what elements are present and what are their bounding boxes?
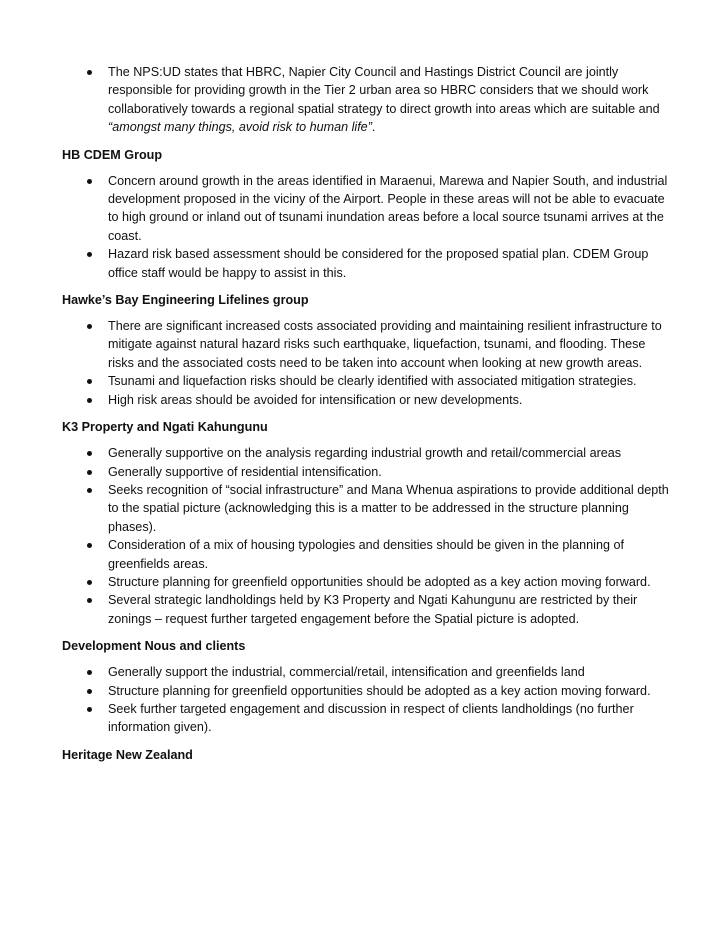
section-heading: Hawke’s Bay Engineering Lifelines group: [62, 293, 309, 308]
intro-bullet-text: The NPS:UD states that HBRC, Napier City Council and Hastings District Council are jointly responsible for providing growth in the Tier 2 urban area so HBRC considers that we should work collaboratively towards a regional spatial strategy to direct growth into areas which are suitable and: [108, 65, 660, 116]
section-heading: Heritage New Zealand: [62, 747, 193, 762]
section-bullet-list: [62, 663, 673, 737]
intro-bullet: [62, 63, 673, 137]
list-item: Tsunami and liquefaction risks should be clearly identified with associated mitigation strategies.: [62, 372, 673, 390]
section-bullet-list: [62, 444, 673, 628]
section-heading: HB CDEM Group: [62, 147, 163, 162]
list-item: Concern around growth in the areas identified in Maraenui, Marewa and Napier South, and industrial development proposed in the viciny of the Airport. People in these areas will not be able to evacuate to high ground or inland out of tsunami inundation areas before a local source tsunami arrives at the coast.: [62, 172, 673, 246]
list-item: High risk areas should be avoided for intensification or new developments.: [62, 391, 673, 409]
list-item: Structure planning for greenfield opportunities should be adopted as a key action moving forward.: [62, 682, 673, 700]
section-k3-property: [62, 418, 673, 628]
section-bullet-list: [62, 172, 673, 282]
list-item: Hazard risk based assessment should be considered for the proposed spatial plan. CDEM Group office staff would be happy to assist in this.: [62, 245, 673, 282]
list-item: Generally supportive on the analysis regarding industrial growth and retail/commercial areas: [62, 444, 673, 462]
list-item: Consideration of a mix of housing typologies and densities should be given in the planning of greenfields areas.: [62, 536, 673, 573]
intro-bullet-tail: .: [371, 120, 376, 135]
list-item: Structure planning for greenfield opportunities should be adopted as a key action moving forward.: [62, 573, 673, 591]
section-heading: K3 Property and Ngati Kahungunu: [62, 420, 268, 435]
list-item: There are significant increased costs associated providing and maintaining resilient infrastructure to mitigate against natural hazard risks such earthquake, liquefaction, tsunami, and flooding. These risks and the associated costs need to be taken into account when looking at new growth areas.: [62, 317, 673, 372]
list-item: Several strategic landholdings held by K3 Property and Ngati Kahungunu are restricted by their zonings – request further targeted engagement before the Spatial picture is adopted.: [62, 591, 673, 628]
intro-bullet-emphasis: “amongst many things, avoid risk to human life”: [108, 120, 372, 135]
section-engineering-lifelines: [62, 291, 673, 409]
section-heritage-nz: [62, 746, 673, 764]
list-item: Generally supportive of residential intensification.: [62, 463, 673, 481]
list-item: Generally support the industrial, commercial/retail, intensification and greenfields land: [62, 663, 673, 681]
section-heading: Development Nous and clients: [62, 639, 246, 654]
list-item: Seeks recognition of “social infrastructure” and Mana Whenua aspirations to provide additional depth to the spatial picture (acknowledging this is a matter to be addressed in the structure planning phases).: [62, 481, 673, 536]
intro-bullet-list: [62, 63, 673, 137]
section-hb-cdem-group: [62, 146, 673, 282]
section-development-nous: [62, 637, 673, 737]
list-item: Seek further targeted engagement and discussion in respect of clients landholdings (no further information given).: [62, 700, 673, 737]
section-bullet-list: [62, 317, 673, 409]
